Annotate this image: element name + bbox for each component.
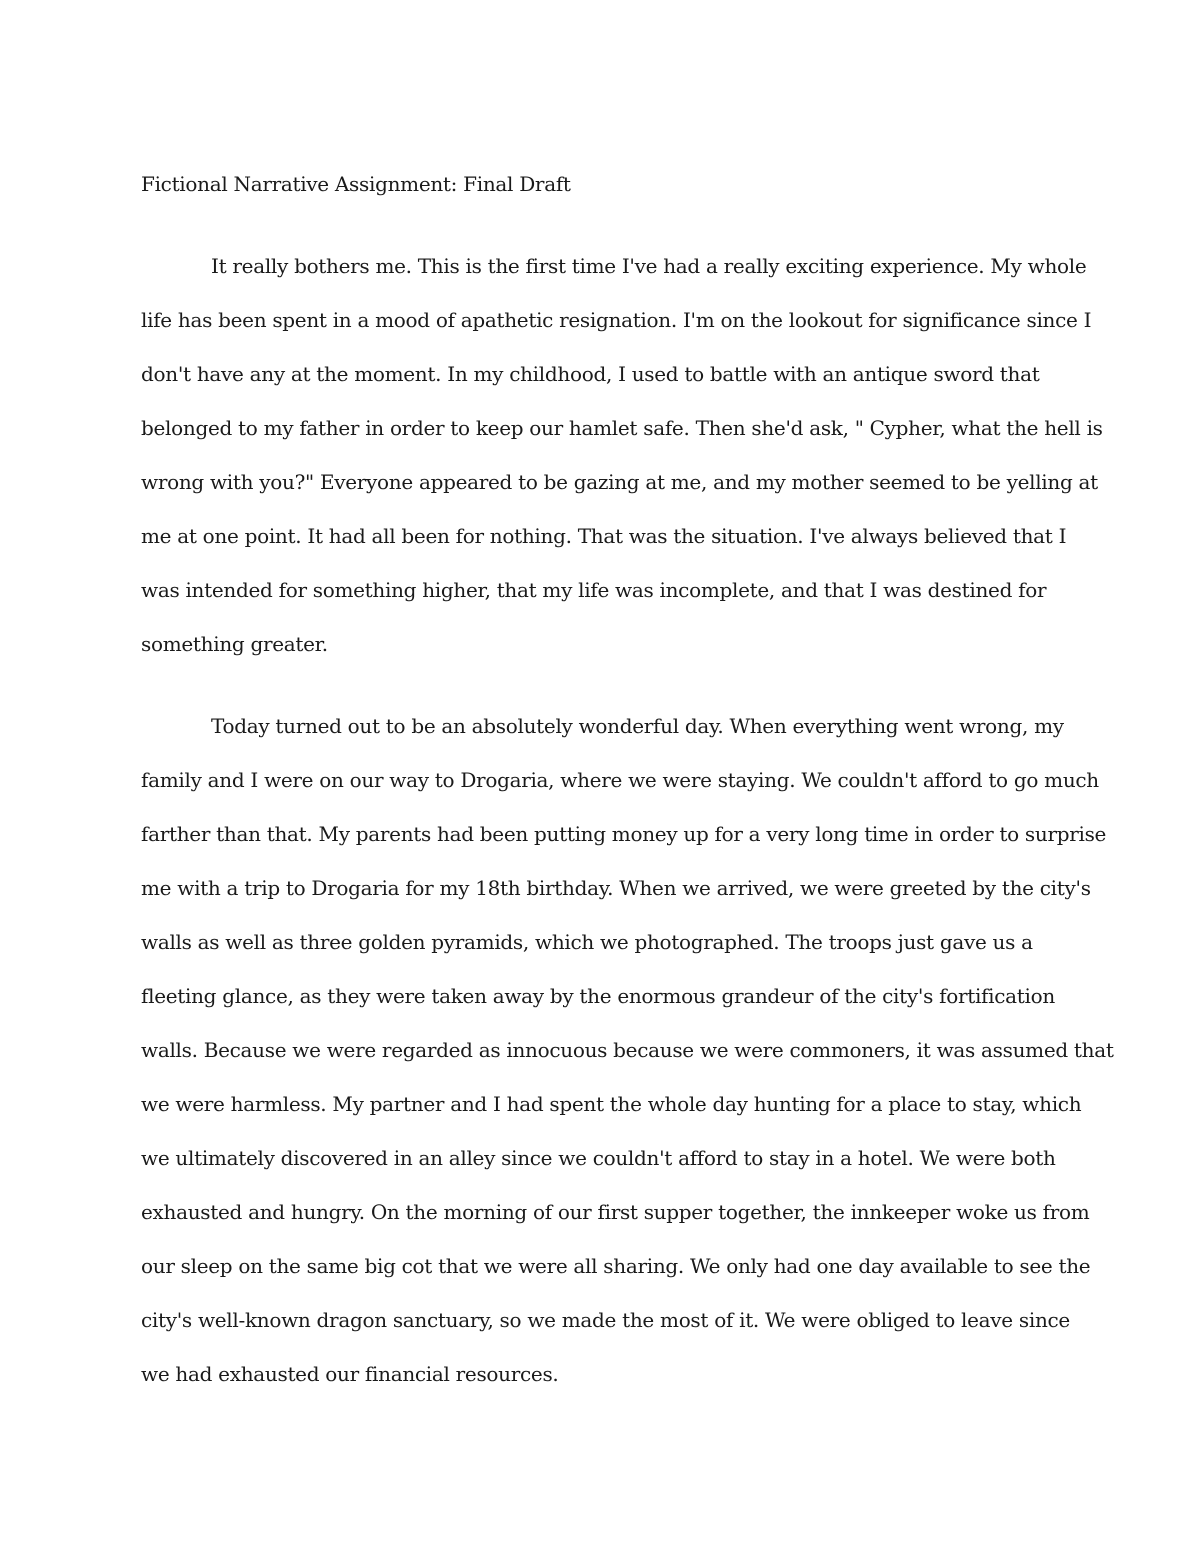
paragraph-line: farther than that. My parents had been putting money up for a very long time in order to surprise bbox=[141, 822, 1107, 846]
paragraph-line: we had exhausted our financial resources. bbox=[141, 1362, 559, 1386]
paragraph-line: was intended for something higher, that my life was incomplete, and that I was destined for bbox=[141, 578, 1047, 602]
paragraph-line: family and I were on our way to Drogaria, where we were staying. We couldn't afford to go much bbox=[141, 768, 1099, 792]
paragraph-line: me at one point. It had all been for nothing. That was the situation. I've always believed that I bbox=[141, 524, 1067, 548]
paragraph-line: city's well-known dragon sanctuary, so we made the most of it. We were obliged to leave since bbox=[141, 1308, 1070, 1332]
paragraph-line: belonged to my father in order to keep our hamlet safe. Then she'd ask, " Cypher, what the hell is bbox=[141, 416, 1103, 440]
paragraph-line: walls as well as three golden pyramids, which we photographed. The troops just gave us a bbox=[141, 930, 1033, 954]
paragraph-line: don't have any at the moment. In my childhood, I used to battle with an antique sword that bbox=[141, 362, 1040, 386]
document-title: Fictional Narrative Assignment: Final Draft bbox=[141, 172, 571, 196]
paragraph-line: wrong with you?" Everyone appeared to be gazing at me, and my mother seemed to be yelling at bbox=[141, 470, 1098, 494]
paragraph-line: fleeting glance, as they were taken away by the enormous grandeur of the city's fortification bbox=[141, 984, 1055, 1008]
paragraph-line: our sleep on the same big cot that we were all sharing. We only had one day available to see the bbox=[141, 1254, 1091, 1278]
paragraph-line: we were harmless. My partner and I had spent the whole day hunting for a place to stay, which bbox=[141, 1092, 1082, 1116]
paragraph-line: walls. Because we were regarded as innocuous because we were commoners, it was assumed that bbox=[141, 1038, 1114, 1062]
paragraph-line: something greater. bbox=[141, 632, 328, 656]
paragraph-line: Today turned out to be an absolutely wonderful day. When everything went wrong, my bbox=[211, 714, 1064, 738]
paragraph-line: life has been spent in a mood of apathetic resignation. I'm on the lookout for significance since I bbox=[141, 308, 1092, 332]
paragraph-line: It really bothers me. This is the first time I've had a really exciting experience. My whole bbox=[211, 254, 1087, 278]
paragraph-line: we ultimately discovered in an alley since we couldn't afford to stay in a hotel. We were both bbox=[141, 1146, 1056, 1170]
paragraph-line: exhausted and hungry. On the morning of our first supper together, the innkeeper woke us from bbox=[141, 1200, 1090, 1224]
paragraph-line: me with a trip to Drogaria for my 18th birthday. When we arrived, we were greeted by the city's bbox=[141, 876, 1091, 900]
